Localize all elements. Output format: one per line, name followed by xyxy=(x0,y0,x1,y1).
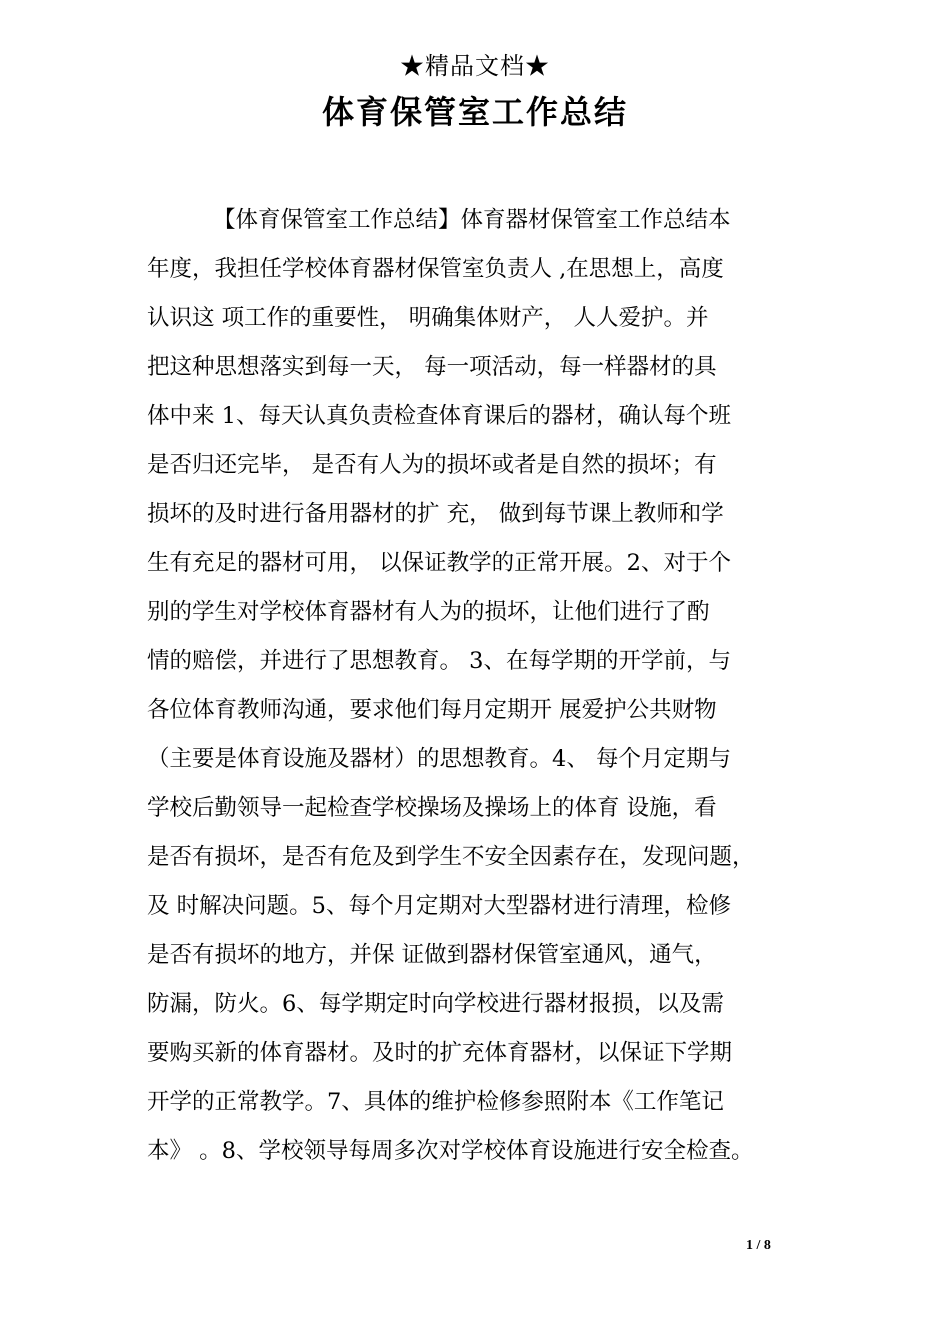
paragraph-line: 损坏的及时进行备用器材的扩 充， 做到每节课上教师和学 xyxy=(147,501,724,527)
paragraph-line: 是否有损坏，是否有危及到学生不安全因素存在，发现问题， xyxy=(147,844,755,870)
paragraph-line: 及 时解决问题。5、每个月定期对大型器材进行清理，检修 xyxy=(147,893,731,919)
paragraph-line: 要购买新的体育器材。及时的扩充体育器材，以保证下学期 xyxy=(147,1040,733,1066)
page-title: 体育保管室工作总结 xyxy=(321,93,628,131)
paragraph-line: 各位体育教师沟通，要求他们每月定期开 展爱护公共财物 xyxy=(147,697,717,723)
paragraph-line: 别的学生对学校体育器材有人为的损坏，让他们进行了酌 xyxy=(147,599,710,625)
paragraph-line: 开学的正常教学。7、具体的维护检修参照附本《工作笔记 xyxy=(147,1089,724,1115)
paragraph-line: 是否归还完毕， 是否有人为的损坏或者是自然的损坏；有 xyxy=(147,452,717,478)
paragraph-line: 把这种思想落实到每一天， 每一项活动，每一样器材的具 xyxy=(147,354,717,380)
paragraph-line: 年度，我担任学校体育器材保管室负责人 ,在思想上，高度 xyxy=(147,256,724,282)
paragraph-line: 是否有损坏的地方，并保 证做到器材保管室通风，通气， xyxy=(147,942,717,968)
paragraph-line: 学校后勤领导一起检查学校操场及操场上的体育 设施，看 xyxy=(147,795,717,821)
paragraph-line: 本》 。8、学校领导每周多次对学校体育设施进行安全检查。 xyxy=(147,1138,754,1164)
paragraph-line: 防漏，防火。6、每学期定时向学校进行器材报损，以及需 xyxy=(147,991,724,1017)
page-number: 1 / 8 xyxy=(746,1238,771,1253)
paragraph-line: 生有充足的器材可用， 以保证教学的正常开展。2、对于个 xyxy=(147,550,731,576)
paragraph-line: 情的赔偿，并进行了思想教育。 3、在每学期的开学前，与 xyxy=(147,648,731,674)
paragraph-line: 体中来 1、每天认真负责检查体育课后的器材，确认每个班 xyxy=(147,403,731,429)
body-paragraph xyxy=(147,196,807,1176)
paragraph-line: 【体育保管室工作总结】体育器材保管室工作总结本 xyxy=(213,207,731,233)
paragraph-line: 认识这 项工作的重要性， 明确集体财产， 人人爱护。并 xyxy=(147,305,709,331)
paragraph-line: （主要是体育设施及器材）的思想教育。4、 每个月定期与 xyxy=(147,746,731,772)
quality-document-mark: ★精品文档★ xyxy=(400,52,550,80)
